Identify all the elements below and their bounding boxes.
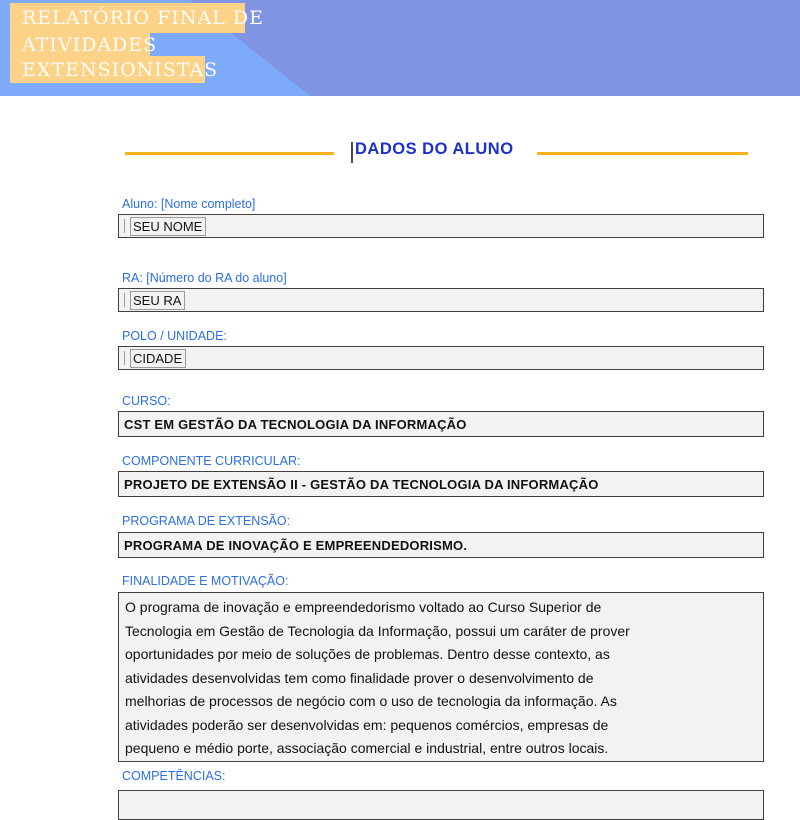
field-label-componente: COMPONENTE CURRICULAR: <box>122 454 301 468</box>
banner-title-line3: EXTENSIONISTAS <box>10 56 205 83</box>
field-input-programa[interactable] <box>118 532 764 558</box>
field-input-curso[interactable] <box>118 411 764 437</box>
selected-field-outline <box>130 217 206 236</box>
field-value-componente: PROJETO DE EXTENSÃO II - GESTÃO DA TECNOLOGIA DA INFORMAÇÃO <box>124 476 599 492</box>
paragraph-line: pequeno e médio porte, associação comercial e industrial, entre outros locais. <box>125 740 609 756</box>
report-banner <box>0 0 800 96</box>
field-value-ra: SEU RA <box>133 292 182 308</box>
banner-title-line2: ATIVIDADES <box>10 33 150 56</box>
field-label-programa: PROGRAMA DE EXTENSÃO: <box>122 514 291 528</box>
paragraph-line: atividades desenvolvidas tem como finalidade prover o desenvolvimento de <box>125 669 594 686</box>
divider-line-right <box>537 152 748 155</box>
field-label-ra: RA: [Número do RA do aluno] <box>122 271 287 285</box>
paragraph-line: O programa de inovação e empreendedorismo voltado ao Curso Superior de <box>125 599 602 615</box>
paragraph-line: melhorias de processos de negócio com o uso de tecnologia da informação. As <box>125 693 617 709</box>
divider-line-left <box>125 152 334 155</box>
form-field-bracket <box>124 219 125 233</box>
selected-field-outline <box>130 349 186 368</box>
field-input-aluno[interactable] <box>118 214 764 238</box>
paragraph-line: Tecnologia em Gestão de Tecnologia da Informação, possui um caráter de prover <box>125 622 630 639</box>
field-value-aluno: SEU NOME <box>133 218 203 234</box>
field-label-finalidade: FINALIDADE E MOTIVAÇÃO: <box>122 574 289 588</box>
section-title: DADOS DO ALUNO <box>355 140 514 158</box>
form-field-bracket <box>124 351 125 365</box>
field-label-aluno: Aluno: [Nome completo] <box>122 197 256 211</box>
text-cursor <box>351 142 353 163</box>
field-input-polo[interactable] <box>118 346 764 370</box>
form-field-bracket <box>124 293 125 307</box>
field-value-curso: CST EM GESTÃO DA TECNOLOGIA DA INFORMAÇÃO <box>124 416 467 432</box>
field-input-componente[interactable] <box>118 471 764 497</box>
field-label-competencias: COMPETÊNCIAS: <box>122 769 226 783</box>
paragraph-line: atividades poderão ser desenvolvidas em: pequenos comércios, empresas de <box>125 716 609 733</box>
field-value-polo: CIDADE <box>133 350 183 366</box>
selected-field-outline <box>130 291 185 310</box>
field-input-competencias[interactable] <box>118 790 764 820</box>
field-label-polo: POLO / UNIDADE: <box>122 329 227 343</box>
paragraph-line: oportunidades por meio de soluções de problemas. Dentro desse contexto, as <box>125 646 610 662</box>
banner-title-line1: RELATÓRIO FINAL DE <box>10 3 245 33</box>
field-value-programa: PROGRAMA DE INOVAÇÃO E EMPREENDEDORISMO. <box>124 537 468 553</box>
field-input-finalidade[interactable] <box>118 592 764 762</box>
field-input-ra[interactable] <box>118 288 764 312</box>
field-label-curso: CURSO: <box>122 394 171 408</box>
